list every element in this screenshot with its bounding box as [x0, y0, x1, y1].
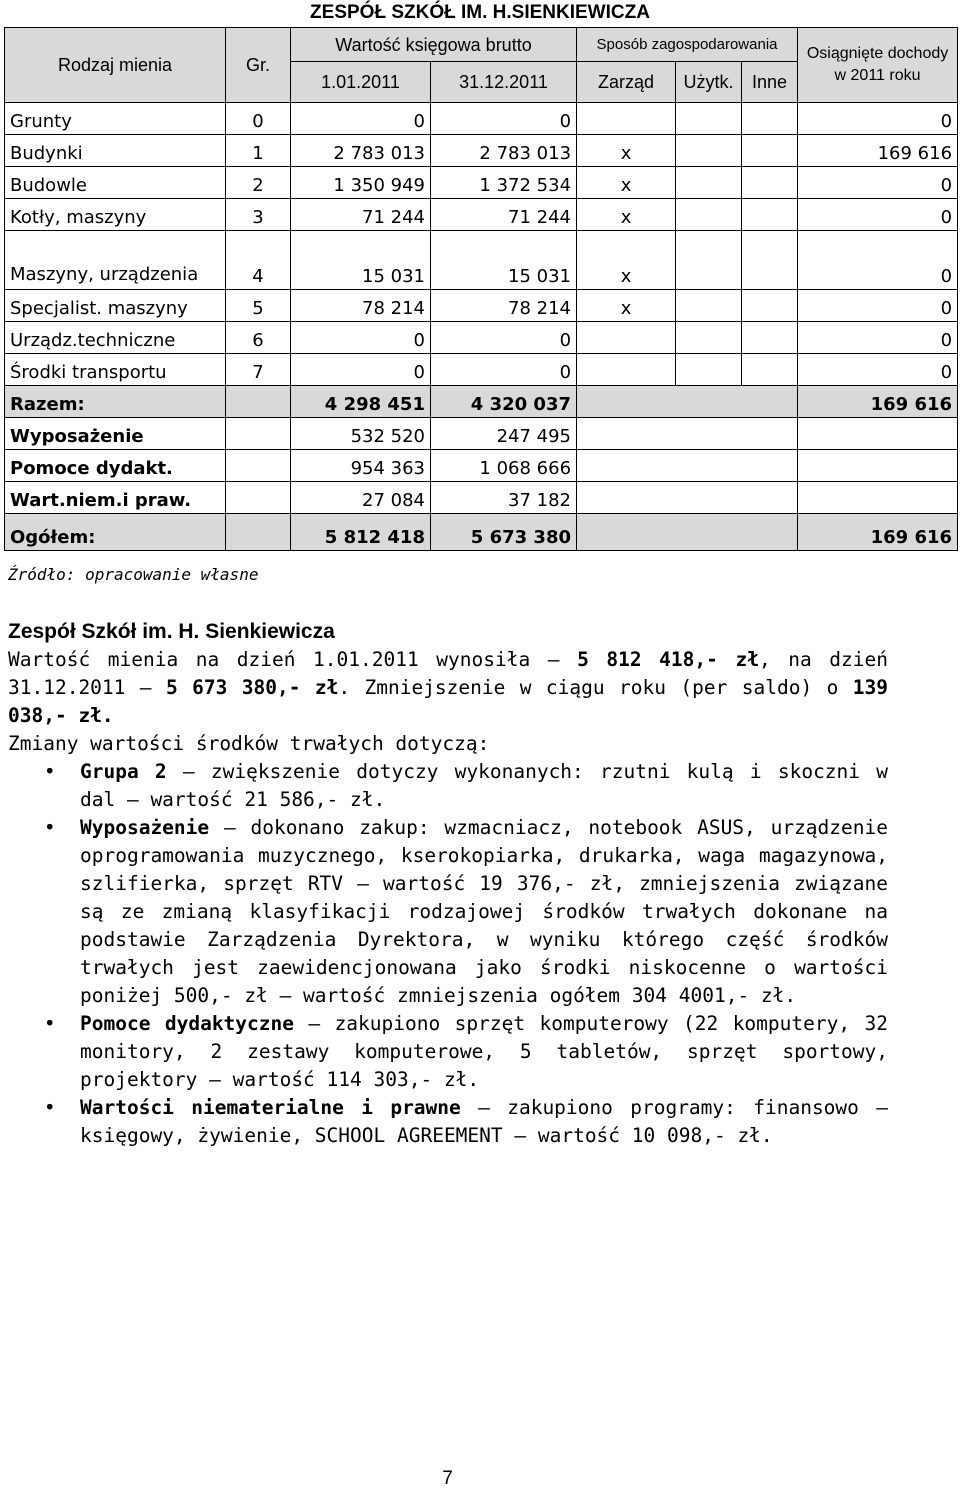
cell-income	[798, 450, 958, 482]
cell-value-end: 78 214	[431, 290, 577, 322]
header-rodzaj-mienia: Rodzaj mienia	[5, 28, 226, 103]
cell-name: Środki transportu	[5, 354, 226, 386]
text-span: – dokonano zakup: wzmacniacz, notebook ASUS, urządzenie oprogramowania muzycznego, kserokopiarka, drukarka, waga magazynowa, szlifierka, sprzęt RTV – wartość 19 376,- zł, zmniejszenia związane są ze zmianą klasyfikacji rodzajowej środków trwałych dokonane na podstawie Zarządzenia Dyrektora, w wyniku którego część środków trwałych jest zaewidencjonowana jako środki niskocenne o wartości poniżej 500,- zł – wartość zmniejszenia ogółem 304 4001,- zł.	[80, 816, 888, 1007]
cell-name: Grunty	[5, 103, 226, 135]
cell-name: Ogółem:	[5, 514, 226, 551]
table-row	[5, 103, 958, 135]
cell-group	[226, 450, 291, 482]
table-row-extra	[5, 450, 958, 482]
cell-group: 4	[226, 231, 291, 290]
cell-name: Budowle	[5, 167, 226, 199]
cell-group	[226, 418, 291, 450]
cell-inne	[742, 199, 798, 231]
text-span: . Zmniejszenie w ciągu roku (per saldo) o	[338, 676, 853, 699]
table-row	[5, 135, 958, 167]
cell-zarzad: x	[577, 199, 676, 231]
cell-value-start: 1 350 949	[291, 167, 431, 199]
cell-zarzad: x	[577, 135, 676, 167]
cell-income: 0	[798, 103, 958, 135]
header-zarzad: Zarząd	[577, 62, 676, 103]
cell-value-end: 0	[431, 354, 577, 386]
cell-zarzad	[577, 482, 676, 514]
cell-income	[798, 482, 958, 514]
cell-group	[226, 514, 291, 551]
cell-zarzad: x	[577, 231, 676, 290]
cell-value-end: 37 182	[431, 482, 577, 514]
header-date-start: 1.01.2011	[291, 62, 431, 103]
cell-value-end: 4 320 037	[431, 386, 577, 418]
cell-inne	[742, 354, 798, 386]
cell-income: 0	[798, 199, 958, 231]
cell-group	[226, 386, 291, 418]
cell-zarzad	[577, 322, 676, 354]
cell-uzytk	[676, 322, 742, 354]
cell-group	[226, 482, 291, 514]
table-header-row	[5, 28, 958, 62]
table-row	[5, 354, 958, 386]
cell-zarzad	[577, 450, 676, 482]
text-span: – zakupiono sprzęt komputerowy (22 komputery, 32 monitory, 2 zestawy komputerowe, 5 tabletów, sprzęt sportowy, projektory – wartość 114 303,- zł.	[80, 1012, 888, 1091]
text-span: Wartość mienia na dzień 1.01.2011 wynosiła –	[8, 648, 578, 671]
table-row-extra	[5, 482, 958, 514]
cell-income: 0	[798, 290, 958, 322]
cell-group: 6	[226, 322, 291, 354]
cell-zarzad	[577, 354, 676, 386]
cell-value-start: 0	[291, 322, 431, 354]
cell-uzytk	[676, 167, 742, 199]
cell-value-start: 2 783 013	[291, 135, 431, 167]
table-row	[5, 290, 958, 322]
bullet-icon: •	[44, 1096, 56, 1119]
asset-table	[4, 27, 958, 551]
cell-value-end: 0	[431, 103, 577, 135]
cell-uzytk	[676, 290, 742, 322]
cell-value-start: 78 214	[291, 290, 431, 322]
cell-value-start: 27 084	[291, 482, 431, 514]
cell-uzytk	[676, 135, 742, 167]
cell-value-start: 954 363	[291, 450, 431, 482]
bullet-icon: •	[44, 1012, 56, 1035]
text-span: – zwiększenie dotyczy wykonanych: rzutni kulą i skoczni w dal – wartość 21 586,- zł.	[80, 760, 888, 811]
bullet-icon: •	[44, 760, 56, 783]
cell-uzytk	[676, 450, 742, 482]
changes-list	[8, 758, 888, 1150]
cell-uzytk	[676, 386, 742, 418]
cell-inne	[742, 167, 798, 199]
header-grupa: Gr.	[226, 28, 291, 103]
cell-uzytk	[676, 354, 742, 386]
cell-name: Kotły, maszyny	[5, 199, 226, 231]
list-item	[8, 1010, 888, 1094]
cell-group: 1	[226, 135, 291, 167]
cell-name: Wyposażenie	[5, 418, 226, 450]
cell-zarzad: x	[577, 167, 676, 199]
cell-uzytk	[676, 103, 742, 135]
cell-inne	[742, 450, 798, 482]
document-title: ZESPÓŁ SZKÓŁ IM. H.SIENKIEWICZA	[310, 2, 650, 23]
cell-name: Maszyny, urządzenia	[5, 231, 226, 290]
cell-name: Urządz.techniczne	[5, 322, 226, 354]
cell-value-start: 4 298 451	[291, 386, 431, 418]
cell-inne	[742, 231, 798, 290]
cell-value-start: 71 244	[291, 199, 431, 231]
cell-value-end: 0	[431, 322, 577, 354]
cell-name: Pomoce dydakt.	[5, 450, 226, 482]
table-row-razem	[5, 386, 958, 418]
text-bold: 5 812 418,- zł	[577, 648, 759, 671]
list-item	[8, 758, 888, 814]
cell-group: 3	[226, 199, 291, 231]
cell-zarzad	[577, 418, 676, 450]
cell-zarzad	[577, 386, 676, 418]
header-osiagniete-dochody: Osiągnięte dochody w 2011 roku	[798, 28, 958, 103]
text-bold: Wyposażenie	[80, 816, 210, 839]
cell-value-end: 2 783 013	[431, 135, 577, 167]
text-bold: Wartości niematerialne i prawne	[80, 1096, 461, 1119]
table-row-extra	[5, 418, 958, 450]
cell-value-start: 5 812 418	[291, 514, 431, 551]
cell-income: 169 616	[798, 135, 958, 167]
cell-uzytk	[676, 199, 742, 231]
cell-income	[798, 418, 958, 450]
cell-inne	[742, 482, 798, 514]
table-row	[5, 167, 958, 199]
cell-value-end: 15 031	[431, 231, 577, 290]
text-bold: 139 038,- zł.	[8, 676, 888, 727]
cell-uzytk	[676, 482, 742, 514]
page-number: 7	[442, 1468, 453, 1489]
cell-income: 0	[798, 354, 958, 386]
header-wartosc-ksiegowa: Wartość księgowa brutto	[291, 28, 577, 62]
cell-income: 169 616	[798, 514, 958, 551]
cell-group: 2	[226, 167, 291, 199]
text-bold: Pomoce dydaktyczne	[80, 1012, 294, 1035]
paragraph-value-summary	[8, 646, 888, 730]
section-heading: Zespół Szkół im. H. Sienkiewicza	[8, 620, 335, 643]
cell-inne	[742, 322, 798, 354]
paragraph-changes-intro: Zmiany wartości środków trwałych dotyczą:	[8, 732, 490, 755]
list-item	[8, 814, 888, 1010]
cell-zarzad	[577, 103, 676, 135]
bullet-icon: •	[44, 816, 56, 839]
list-item	[8, 1094, 888, 1150]
cell-zarzad: x	[577, 290, 676, 322]
cell-inne	[742, 418, 798, 450]
source-note: Źródło: opracowanie własne	[8, 565, 259, 584]
cell-name: Razem:	[5, 386, 226, 418]
cell-income: 0	[798, 322, 958, 354]
cell-group: 0	[226, 103, 291, 135]
cell-inne	[742, 514, 798, 551]
cell-value-start: 0	[291, 354, 431, 386]
cell-value-end: 5 673 380	[431, 514, 577, 551]
cell-income: 0	[798, 167, 958, 199]
cell-name: Wart.niem.i praw.	[5, 482, 226, 514]
cell-value-start: 532 520	[291, 418, 431, 450]
table-row	[5, 199, 958, 231]
text-bold: 5 673 380,- zł	[165, 676, 339, 699]
cell-inne	[742, 103, 798, 135]
cell-value-end: 1 372 534	[431, 167, 577, 199]
cell-inne	[742, 135, 798, 167]
cell-name: Specjalist. maszyny	[5, 290, 226, 322]
cell-value-end: 71 244	[431, 199, 577, 231]
text-span: – zakupiono programy: finansowo – księgowy, żywienie, SCHOOL AGREEMENT – wartość 10 098,- zł.	[80, 1096, 888, 1147]
header-inne: Inne	[742, 62, 798, 103]
header-uzytk: Użytk.	[676, 62, 742, 103]
cell-inne	[742, 386, 798, 418]
cell-uzytk	[676, 231, 742, 290]
text-span: , na dzień 31.12.2011 –	[8, 648, 888, 699]
cell-zarzad	[577, 514, 676, 551]
cell-uzytk	[676, 514, 742, 551]
header-sposob-zagospodarowania: Sposób zagospodarowania	[577, 28, 798, 62]
table-row	[5, 322, 958, 354]
body-text	[8, 618, 888, 1150]
text-bold: Grupa 2	[80, 760, 167, 783]
cell-value-end: 247 495	[431, 418, 577, 450]
cell-value-start: 15 031	[291, 231, 431, 290]
cell-value-end: 1 068 666	[431, 450, 577, 482]
header-date-end: 31.12.2011	[431, 62, 577, 103]
cell-income: 0	[798, 231, 958, 290]
cell-group: 7	[226, 354, 291, 386]
table-row	[5, 231, 958, 290]
cell-income: 169 616	[798, 386, 958, 418]
cell-value-start: 0	[291, 103, 431, 135]
cell-inne	[742, 290, 798, 322]
cell-name: Budynki	[5, 135, 226, 167]
cell-uzytk	[676, 418, 742, 450]
cell-group: 5	[226, 290, 291, 322]
table-row-ogolem	[5, 514, 958, 551]
